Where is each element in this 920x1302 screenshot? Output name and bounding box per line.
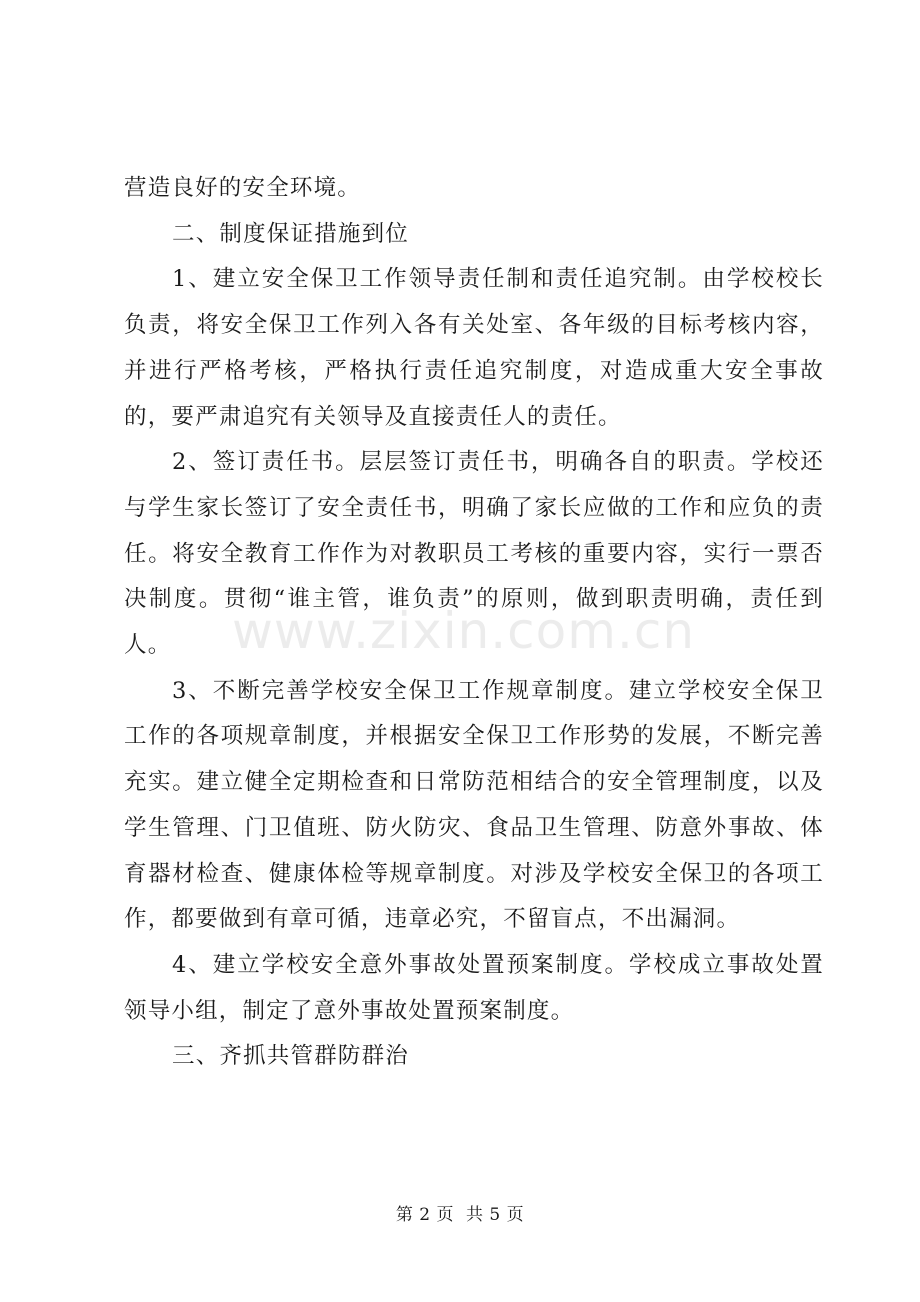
page-number-current: 第 2 页	[395, 1205, 454, 1225]
paragraph-item-1: 1、建立安全保卫工作领导责任制和责任追究制。由学校校长负责，将安全保卫工作列入各有关处室、各年级的目标考核内容，并进行严格考核，严格执行责任追究制度，对造成重大安全事故的，要严肃追究有关领导及直接责任人的责任。	[124, 266, 824, 430]
section-heading-2: 二、制度保证措施到位	[172, 220, 410, 247]
watermark-text: www.zixin.com.cn	[232, 602, 696, 660]
document-body	[124, 166, 824, 1080]
paragraph-item-2: 2、签订责任书。层层签订责任书，明确各自的职责。学校还与学生家长签订了安全责任书，明确了家长应做的工作和应负的责任。将安全教育工作作为对教职员工考核的重要内容，实行一票否决制度。贯彻“谁主管，谁负责”的原则，做到职责明确，责任到人。	[124, 449, 824, 659]
paragraph-item-4: 4、建立学校安全意外事故处置预案制度。学校成立事故处置领导小组，制定了意外事故处置预案制度。	[124, 951, 824, 1024]
page-footer	[0, 1200, 920, 1225]
page-number-total: 共 5 页	[466, 1205, 525, 1225]
section-heading-3: 三、齐抓共管群防群治	[172, 1043, 410, 1070]
paragraph-continuation: 营造良好的安全环境。	[124, 175, 362, 201]
paragraph-item-3: 3、不断完善学校安全保卫工作规章制度。建立学校安全保卫工作的各项规章制度，并根据安全保卫工作形势的发展，不断完善充实。建立健全定期检查和日常防范相结合的安全管理制度，以及学生管理、门卫值班、防火防灾、食品卫生管理、防意外事故、体育器材检查、健康体检等规章制度。对涉及学校安全保卫的各项工作，都要做到有章可循，违章必究，不留盲点，不出漏洞。	[124, 677, 824, 933]
